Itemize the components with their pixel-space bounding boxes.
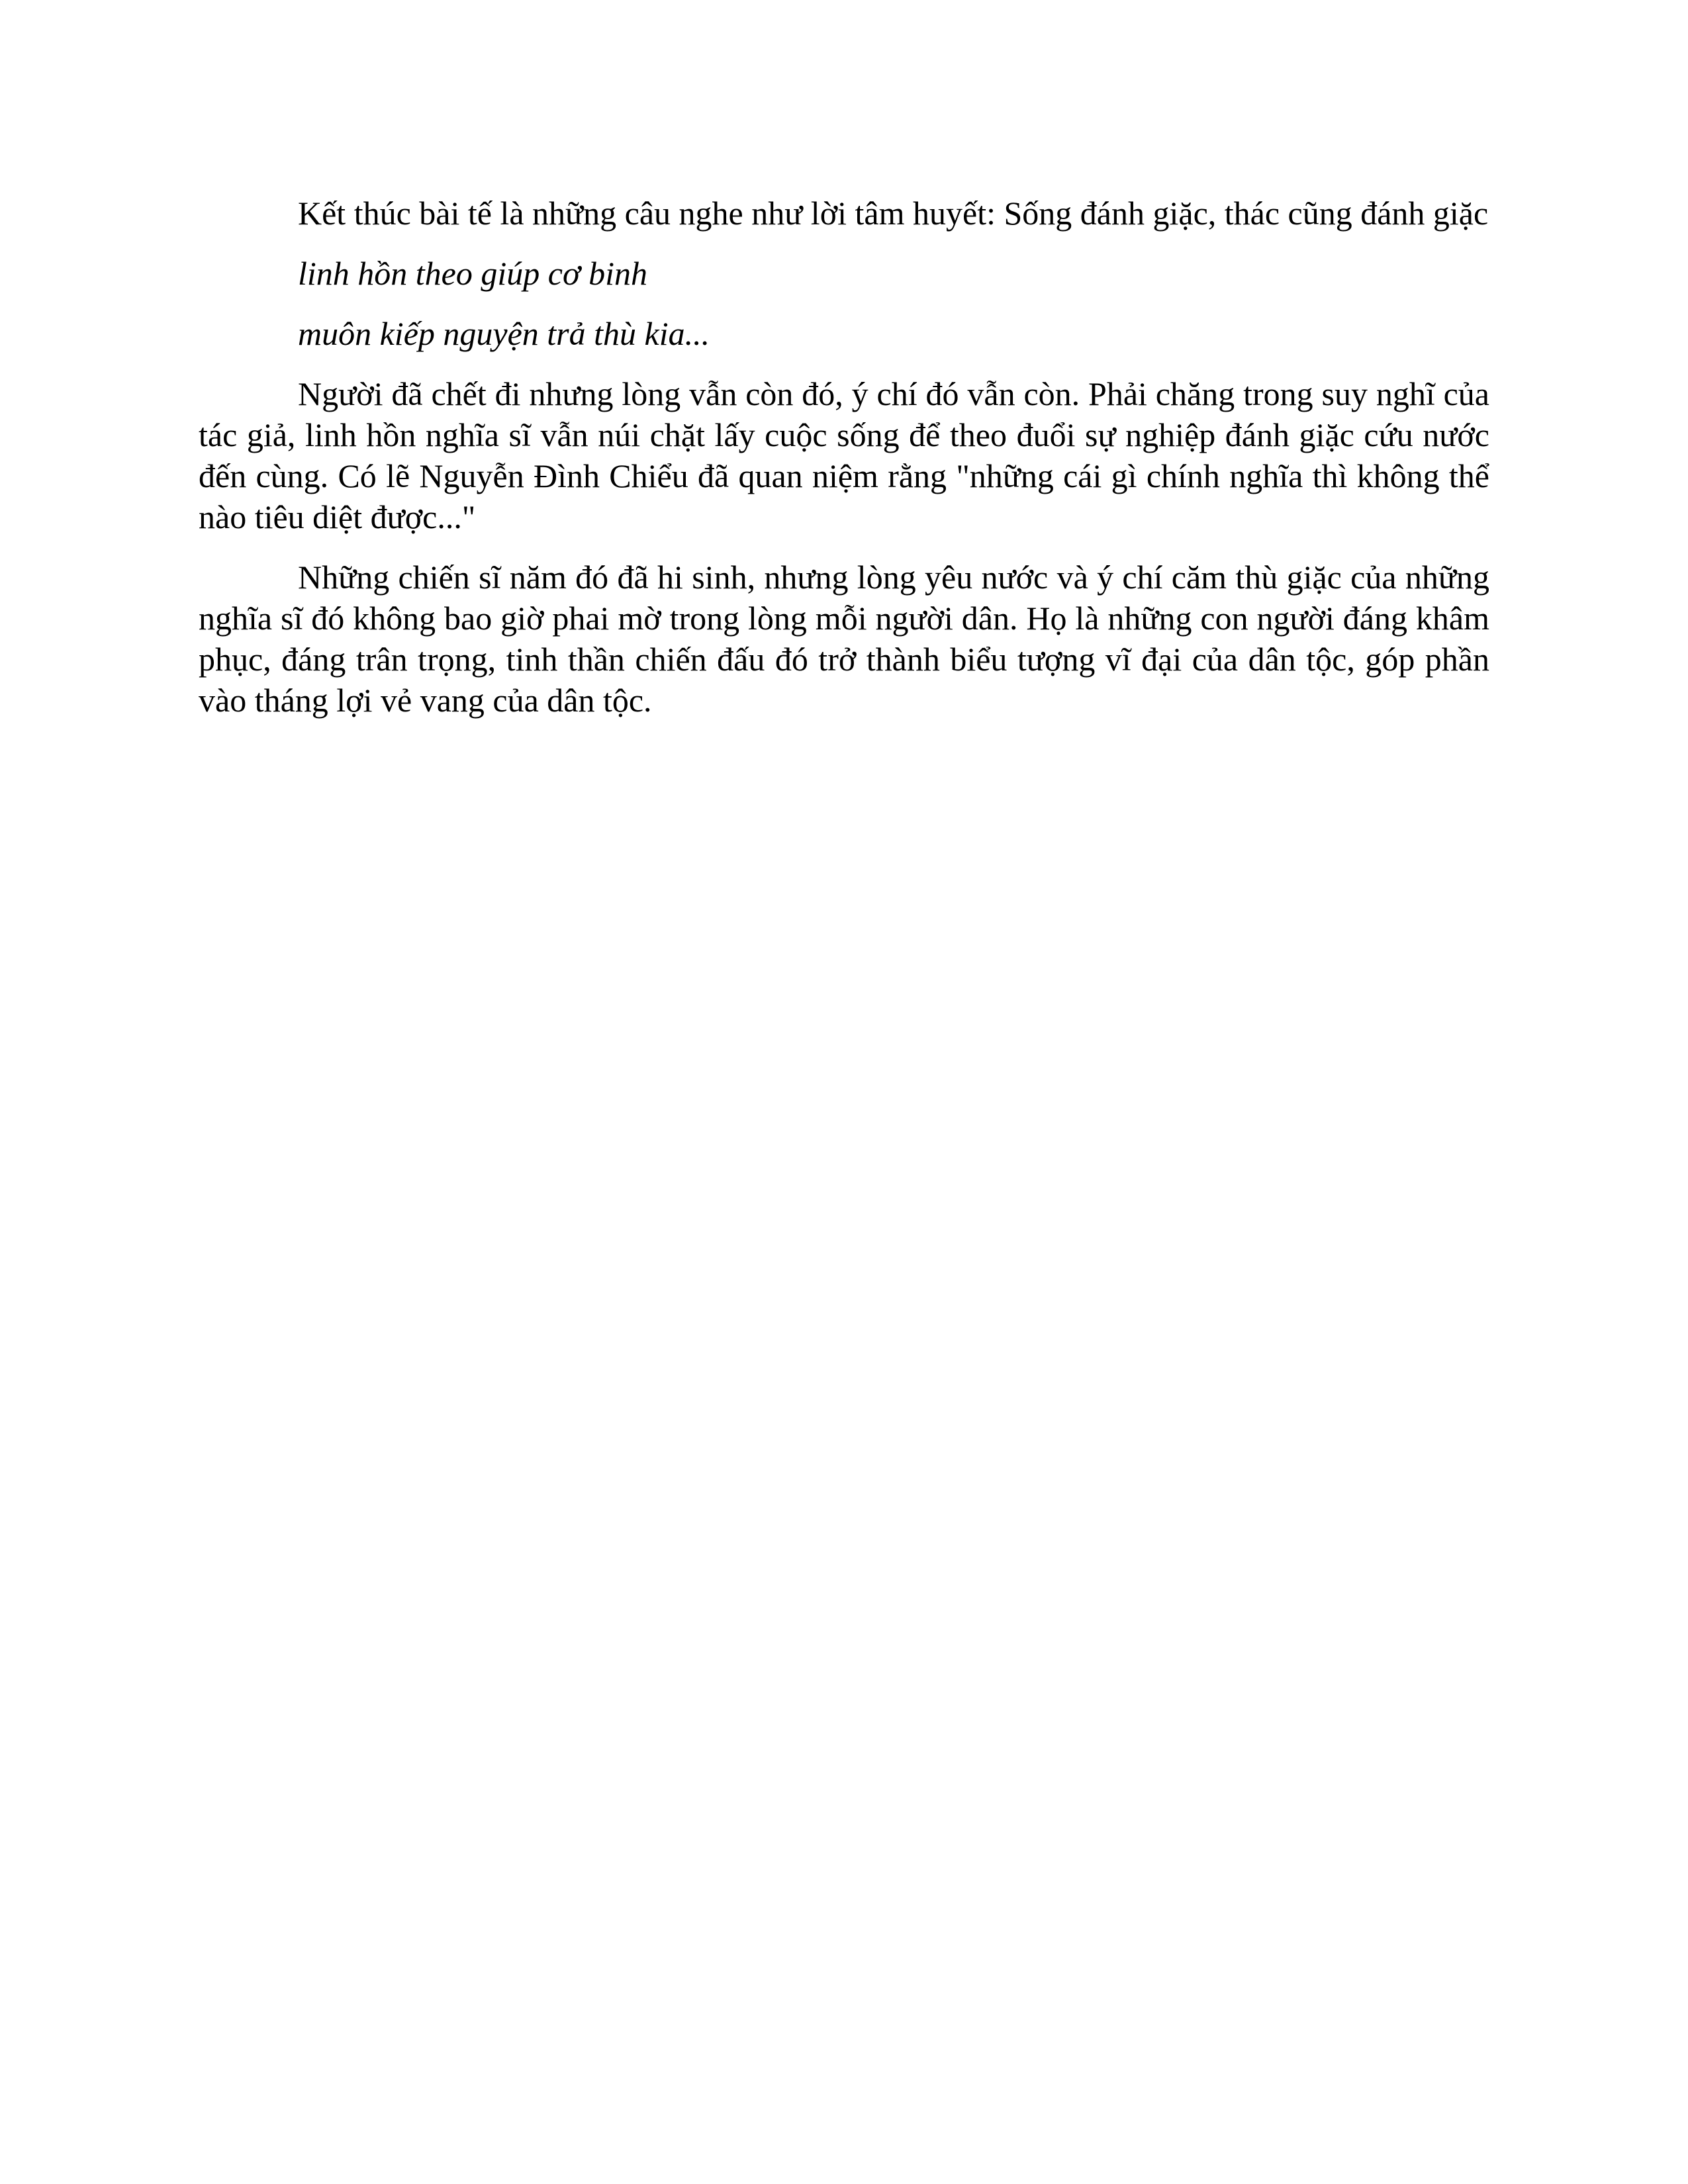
document-body (199, 193, 1489, 740)
paragraph-spirit: Người đã chết đi nhưng lòng vẫn còn đó, ý chí đó vẫn còn. Phải chăng trong suy nghĩ của tác giả, linh hồn nghĩa sĩ vẫn núi chặt lấy cuộc sống để theo đuổi sự nghiệp đánh giặc cứu nước đến cùng. Có lẽ Nguyễn Đình Chiểu đã quan niệm rằng "những cái gì chính nghĩa thì không thể nào tiêu diệt được..." (199, 375, 1489, 535)
paragraph-closing-lines: Kết thúc bài tế là những câu nghe như lời tâm huyết: Sống đánh giặc, thác cũng đánh giặc (298, 195, 1489, 232)
verse-line-2: muôn kiếp nguyện trả thù kia... (298, 315, 710, 352)
paragraph-conclusion: Những chiến sĩ năm đó đã hi sinh, nhưng lòng yêu nước và ý chí căm thù giặc của những nghĩa sĩ đó không bao giờ phai mờ trong lòng mỗi người dân. Họ là những con người đáng khâm phục, đáng trân trọng, tinh thần chiến đấu đó trở thành biểu tượng vĩ đại của dân tộc, góp phần vào tháng lợi vẻ vang của dân tộc. (199, 559, 1489, 719)
verse-line-1: linh hồn theo giúp cơ binh (298, 255, 648, 292)
